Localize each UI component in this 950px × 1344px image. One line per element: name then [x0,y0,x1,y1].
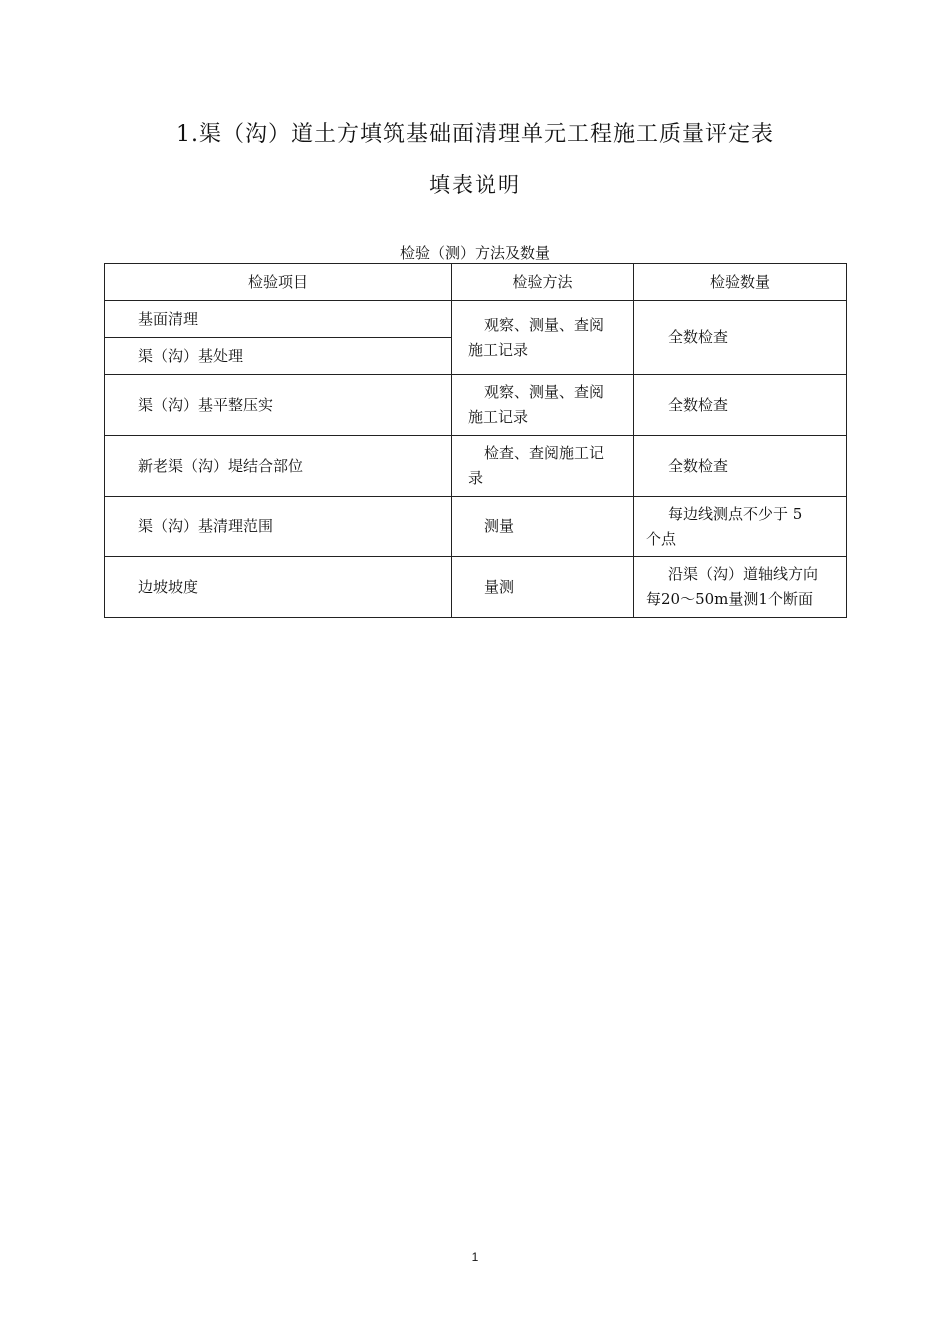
method-line: 检查、查阅施工记 [484,444,605,462]
row-item: 新老渠（沟）堤结合部位 [105,436,452,497]
row-quantity [634,301,847,375]
row-item: 渠（沟）基清理范围 [105,497,452,557]
table-header-row [105,264,847,301]
row-item: 基面清理 [105,301,452,338]
table-caption: 检验（测）方法及数量 [399,244,550,262]
row-method [452,301,634,375]
table-row [105,301,847,338]
table-row [105,557,847,618]
row-quantity [634,557,847,618]
document-title: 1.渠（沟）道土方填筑基础面清理单元工程施工质量评定表 [176,122,774,147]
table-row [105,436,847,497]
inspection-table [104,263,847,618]
table-row [105,375,847,436]
row-method [452,436,634,497]
method-line: 施工记录 [468,408,529,426]
quantity-line: 沿渠（沟）道轴线方向 [668,565,819,583]
row-method [452,375,634,436]
row-quantity [634,436,847,497]
header-method: 检验方法 [452,264,634,301]
table-row [105,497,847,557]
row-method [452,557,634,618]
quantity-line: 个点 [646,529,677,548]
method-line: 测量 [484,517,515,535]
quantity-line: 全数检查 [668,328,729,346]
quantity-line: 每边线测点不少于 5 [668,504,803,523]
header-item: 检验项目 [105,264,452,301]
row-quantity [634,497,847,557]
row-quantity [634,375,847,436]
quantity-line: 全数检查 [668,395,729,414]
row-item: 渠（沟）基平整压实 [105,375,452,436]
header-quantity: 检验数量 [634,264,847,301]
row-item: 渠（沟）基处理 [105,338,452,375]
row-item: 边坡坡度 [105,557,452,618]
method-line: 录 [468,469,484,487]
row-method [452,497,634,557]
method-line: 量测 [484,577,515,596]
quantity-line: 每20～50m量测1个断面 [646,590,813,608]
method-line: 观察、测量、查阅 [484,315,605,334]
page-number: 1 [471,1250,479,1264]
quantity-line: 全数检查 [668,456,729,475]
document-subtitle: 填表说明 [429,173,521,197]
method-line: 观察、测量、查阅 [484,383,605,401]
method-line: 施工记录 [468,340,529,359]
